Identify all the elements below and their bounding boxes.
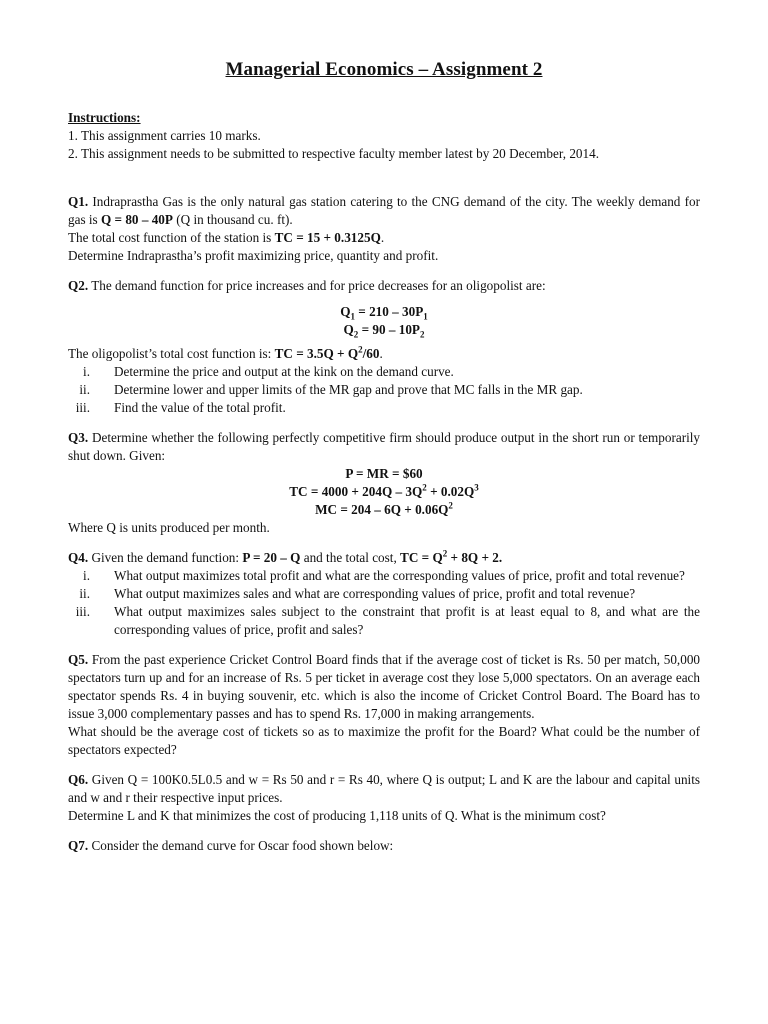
list-item: iii. What output maximizes sales subject to the constraint that profit is at least equal to 8, and what are the corresponding values of price, profit and sales? (75, 604, 700, 637)
q2-text: The demand function for price increases and for price decreases for an oligopolist are: (91, 278, 546, 293)
instructions-section (68, 109, 700, 163)
q6-number: Q6. (68, 772, 89, 787)
question-6 (68, 771, 700, 825)
q2-equation-2: $Q_2 = 90 - 10P_2$ (343, 322, 425, 340)
q7-paragraph (68, 837, 700, 855)
q4-text-b: and the total cost, (303, 550, 397, 565)
q3-equation-2: TC = $4000 + 204Q - 3Q^2 + 0.02Q^3$ (289, 482, 479, 499)
q5-question: What should be the average cost of tickets so as to maximize the profit for the Board? What could be the number of spectators expected? (68, 724, 700, 757)
q2-paragraph (68, 277, 700, 295)
q3-paragraph (68, 429, 700, 465)
q1-text-b: (Q in thousand cu. ft). (176, 212, 293, 227)
question-4 (68, 549, 700, 639)
list-item: i. Determine the price and output at the kink on the demand curve. (83, 364, 454, 379)
list-item: ii. What output maximizes sales and what are corresponding values of price, profit and total revenue? (79, 586, 636, 601)
q1-text-d: . (380, 230, 385, 245)
q2-subquestions (68, 363, 700, 417)
q4-text-a: Given the demand function: (91, 550, 240, 565)
q5-text: From the past experience Cricket Control Board finds that if the average cost of ticket is Rs. 50 per match, 50,000 spectators turn up and for an increase of Rs. 5 per ticket in average cost they lose 5,000 spectators. On an average each spectator spends Rs. 4 in buying souvenir, etc. which is also the income of Cricket Control Board. The Board has to issue 3,000 complementary passes and has to spend Rs. 17,000 in making arrangements. (68, 652, 701, 721)
q4-paragraph (68, 549, 700, 567)
q2-number: Q2. (68, 278, 89, 293)
list-item: ii. Determine lower and upper limits of the MR gap and prove that MC falls in the MR gap. (79, 382, 583, 397)
list-item: iii. Find the value of the total profit. (75, 400, 286, 415)
q3-equation-1: P = MR = $60 (345, 466, 423, 481)
list-item: i. What output maximizes total profit and what are the corresponding values of price, profit and total revenue? (83, 568, 685, 583)
q6-paragraph (68, 771, 700, 807)
q7-text: Consider the demand curve for Oscar food shown below: (91, 838, 394, 853)
q7-number: Q7. (68, 838, 89, 853)
q1-number: Q1. (68, 194, 89, 209)
question-1 (68, 193, 700, 265)
q2-equation-1: $Q_1 = 210 - 30P_1$ (340, 304, 428, 322)
q3-text: Determine whether the following perfectly competitive firm should produce output in the short run or temporarily shut down. Given: (68, 430, 701, 463)
document-page (68, 58, 700, 855)
question-3 (68, 429, 700, 537)
q3-footer: Where Q is units produced per month. (68, 520, 270, 535)
q5-paragraph (68, 651, 700, 723)
q1-demand-equation: Q = 80 – 40P (100, 212, 173, 227)
q1-cost-equation: TC = 15 + 0.3125Q (274, 230, 381, 245)
question-5 (68, 651, 700, 759)
q5-number: Q5. (68, 652, 89, 667)
q6-question: Determine L and K that minimizes the cost of producing 1,118 units of Q. What is the minimum cost? (68, 808, 606, 823)
q4-demand-equation: P = 20 – Q (242, 550, 301, 565)
instruction-item-1: 1. This assignment carries 10 marks. (68, 128, 261, 143)
q1-task: Determine Indraprastha’s profit maximizing price, quantity and profit. (68, 248, 439, 263)
instruction-item-2: 2. This assignment needs to be submitted to respective faculty member latest by 20 December, 2014. (68, 146, 599, 161)
question-7 (68, 837, 700, 855)
q3-equation-3: MC = $204 - 6Q + 0.06Q^2$ (315, 500, 453, 517)
q3-number: Q3. (68, 430, 89, 445)
q4-cost-equation: TC = $Q^2 + 8Q + 2$. (400, 548, 503, 565)
q2-cost-equation: TC = $3.5Q + Q^2/60$ (274, 344, 380, 361)
q4-subquestions (68, 567, 700, 639)
q6-text: Given Q = 100K0.5L0.5 and w = Rs 50 and r = Rs 40, where Q is output; L and K are the labour and capital units and w and r their respective input prices. (68, 772, 700, 805)
instructions-heading: Instructions: (68, 110, 141, 125)
q1-paragraph (68, 193, 700, 229)
q1-text-c: The total cost function of the station is (68, 230, 272, 245)
q2-cost-line: The oligopolist’s total cost function is: TC = $3.5Q + Q^2/60$. (68, 344, 383, 361)
q1-cost-line (68, 229, 700, 247)
q4-number: Q4. (68, 550, 89, 565)
question-2 (68, 277, 700, 417)
page-title: Managerial Economics – Assignment 2 (225, 59, 543, 80)
q2-cost-text: The oligopolist’s total cost function is: (68, 346, 272, 361)
q1-text-a: Indraprastha Gas is the only natural gas station catering to the CNG demand of the city. The weekly demand for gas is (68, 194, 701, 227)
